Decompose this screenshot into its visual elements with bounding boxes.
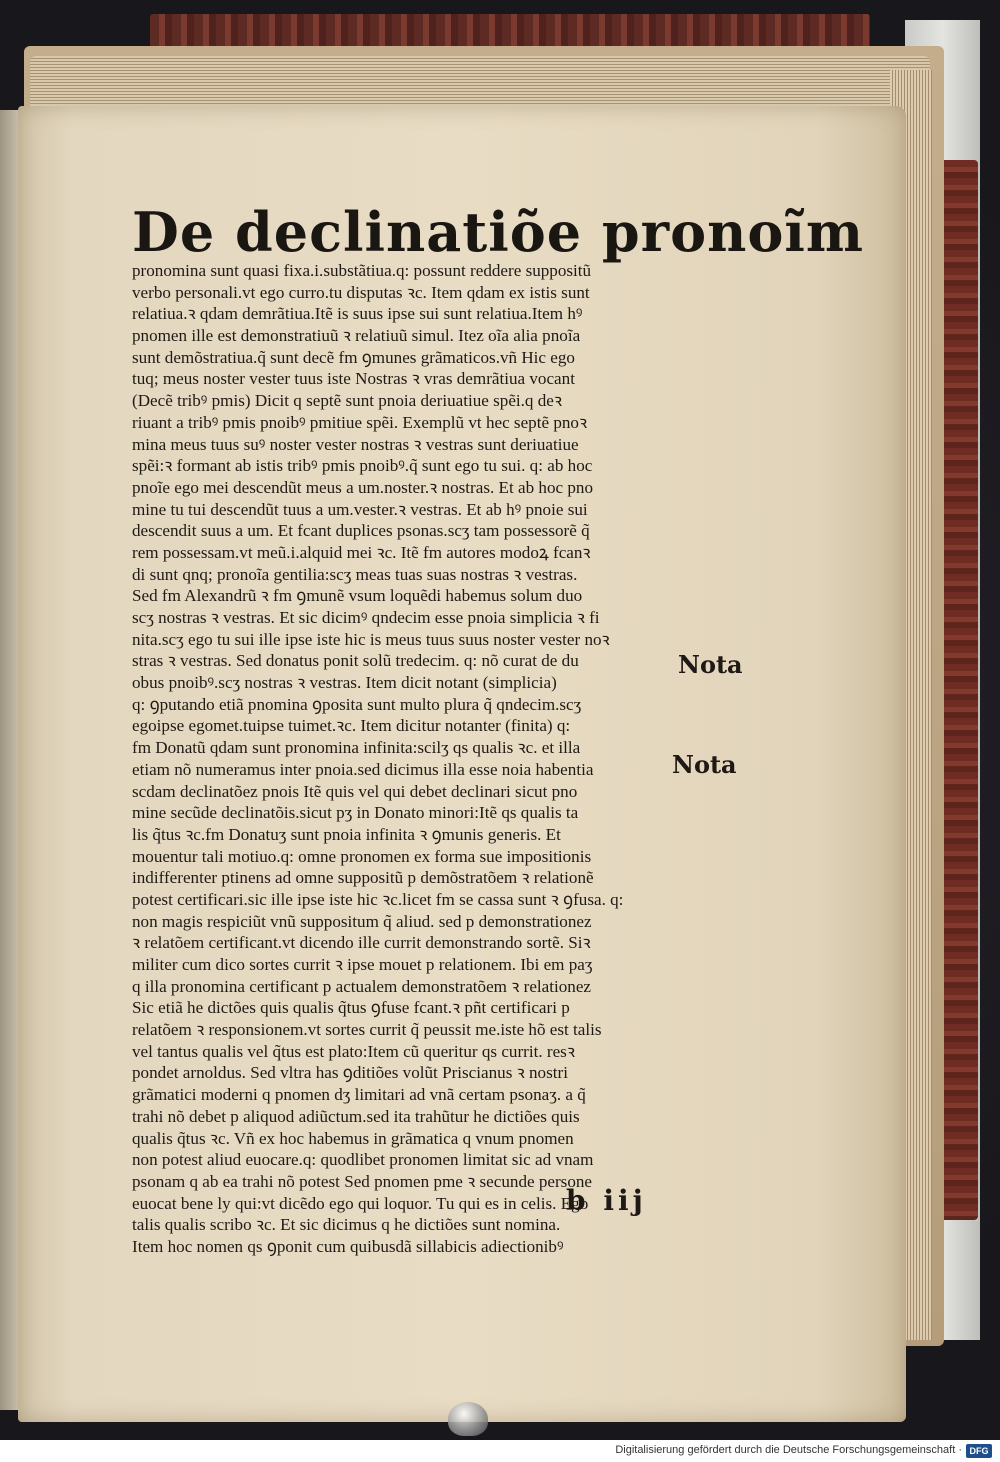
chapter-heading: De declinatiõe pronoĩm	[132, 200, 865, 264]
text-line: pnomen ille est demonstratiuũ ꝛ relatiuũ simul. Itez oĩa alia pnoĩa	[132, 326, 581, 346]
text-line: sunt demõstratiua.q̃ sunt decẽ fm ꝯmunes grãmaticos.vñ Hic ego	[132, 347, 575, 367]
text-line: fm Donatũ qdam sunt pronomina infinita:scilʒ qs qualis ꝛc. et illa	[132, 738, 581, 758]
text-line: mine tu tui descendũt tuus a um.vester.ꝛ vestras. Et ab hꝰ pnoie sui	[132, 499, 588, 519]
text-line: mina meus tuus suꝰ noster vester nostras ꝛ vestras sunt deriuatiue	[132, 434, 579, 454]
text-line: spẽi:ꝛ formant ab istis tribꝰ pmis pnoibꝰ.q̃ sunt ego tu sui. q: ab hoc	[132, 456, 593, 476]
body-text	[132, 260, 662, 1258]
page-clip	[448, 1402, 488, 1436]
footer-bar	[0, 1440, 1000, 1462]
text-line: q: ꝯputando etiã pnomina ꝯposita sunt multo plura q̃ qndecim.scʒ	[132, 694, 582, 714]
text-line: tuq; meus noster vester tuus iste Nostras ꝛ vras demrãtiua vocant	[132, 369, 575, 389]
text-line: euocat bene ly qui:vt dicẽdo ego qui loquor. Tu qui es in celis. Ego	[132, 1193, 589, 1213]
text-line: descendit suus a um. Et fcant duplices psonas.scʒ tam possessorẽ q̃	[132, 521, 590, 541]
text-line: psonam q ab ea trahi nõ potest Sed pnomen pme ꝛ secunde persone	[132, 1171, 593, 1191]
text-line: Sic etiã he dictões quis qualis q̃tus ꝯfuse fcant.ꝛ pñt certificari p	[132, 998, 570, 1018]
text-line: grãmatici moderni q pnomen dʒ limitari ad vnã certam psonaʒ. a q̃	[132, 1085, 586, 1105]
text-line: qualis q̃tus ꝛc. Vñ ex hoc habemus in grãmatica q vnum pnomen	[132, 1128, 574, 1148]
text-line: stras ꝛ vestras. Sed donatus ponit solũ tredecim. q: nõ curat de du	[132, 651, 579, 671]
text-line: Item hoc nomen qs ꝯponit cum quibusdã sillabicis adiectionibꝰ	[132, 1236, 564, 1256]
text-line: pnoĩe ego mei descendũt meus a um.noster.ꝛ nostras. Et ab hoc pno	[132, 477, 593, 497]
text-line: potest certificari.sic ille ipse iste hic ꝛc.licet fm se cassa sunt ꝛ ꝯfusa. q:	[132, 889, 624, 909]
margin-note: Nota	[678, 650, 743, 679]
text-line: indifferenter ptinens ad omne suppositũ p demõstratõem ꝛ relationẽ	[132, 868, 594, 888]
text-line: mouentur tali motiuo.q: omne pronomen ex forma sue impositionis	[132, 846, 592, 866]
text-line: riuant a tribꝰ pmis pnoibꝰ pmitiue spẽi. Exemplũ vt hec septẽ pnoꝛ	[132, 412, 588, 432]
text-line: pondet arnoldus. Sed vltra has ꝯditiões volũt Priscianus ꝛ nostri	[132, 1063, 568, 1083]
text-line: relatõem ꝛ responsionem.vt sortes currit q̃ peussit me.iste hõ est talis	[132, 1020, 602, 1040]
footer-credit: Digitalisierung gefördert durch die Deutsche Forschungsgemeinschaft ·	[615, 1444, 962, 1456]
text-line: nita.scʒ ego tu sui ille ipse iste hic is meus tuus suus noster vester noꝛ	[132, 629, 610, 649]
text-line: (Decẽ tribꝰ pmis) Dicit q septẽ sunt pnoia deriuatiue spẽi.q deꝛ	[132, 391, 562, 411]
text-line: non potest aliud euocare.q: quodlibet pronomen limitat sic ad vnam	[132, 1150, 594, 1170]
margin-note: Nota	[672, 750, 737, 779]
text-line: di sunt qnq; pronoĩa gentilia:scʒ meas tuas suas nostras ꝛ vestras.	[132, 564, 578, 584]
text-line: trahi nõ debet p aliquod adiũctum.sed ita trahũtur he dictiões quis	[132, 1106, 580, 1126]
text-line: Sed fm Alexandrũ ꝛ fm ꝯmunẽ vsum loquẽdi habemus solum duo	[132, 586, 583, 606]
text-line: militer cum dico sortes currit ꝛ ipse mouet p relationem. Ibi em paʒ	[132, 955, 593, 974]
text-line: non magis respiciũt vnũ suppositum q̃ aliud. sed p demonstrationez	[132, 911, 592, 931]
text-line: talis qualis scribo ꝛc. Et sic dicimus q he dictiões sunt nomina.	[132, 1215, 561, 1235]
leather-cover-top	[150, 14, 870, 48]
signature-mark: b iij	[566, 1184, 647, 1217]
text-line: scdam declinatõez pnois Itẽ quis vel qui debet declinari sicut pno	[132, 781, 578, 801]
text-line: rem possessam.vt meũ.i.alquid mei ꝛc. Itẽ fm autores modoꝝ fcanꝛ	[132, 542, 591, 562]
text-line: obus pnoibꝰ.scʒ nostras ꝛ vestras. Item dicit notant (simplicia)	[132, 673, 557, 693]
text-line: ꝛ relatõem certificant.vt dicendo ille currit demonstrando sortẽ. Siꝛ	[132, 933, 591, 953]
text-line: scʒ nostras ꝛ vestras. Et sic dicimꝰ qndecim esse pnoia simplicia ꝛ fi	[132, 608, 600, 627]
text-line: pronomina sunt quasi fixa.i.substãtiua.q: possunt reddere suppositũ	[132, 261, 592, 280]
text-line: lis q̃tus ꝛc.fm Donatuʒ sunt pnoia infinita ꝛ ꝯmunis generis. Et	[132, 824, 561, 844]
text-line: mine secũde declinatõis.sicut pʒ in Donato minori:Itẽ qs qualis ta	[132, 803, 579, 823]
text-line: relatiua.ꝛ qdam demrãtiua.Itẽ is suus ipse sui sunt relatiua.Item hꝰ	[132, 304, 583, 324]
text-line: verbo personali.vt ego curro.tu disputas ꝛc. Item qdam ex istis sunt	[132, 282, 590, 302]
dfg-logo: DFG	[966, 1444, 992, 1458]
text-line: etiam nõ numeramus inter pnoia.sed dicimus illa esse noia habentia	[132, 759, 594, 779]
text-line: egoipse egomet.tuipse tuimet.ꝛc. Item dicitur notanter (finita) q:	[132, 716, 571, 736]
text-line: q illa pronomina certificant p actualem demonstratõem ꝛ relationez	[132, 976, 592, 996]
text-line: vel tantus qualis vel q̃tus est plato:Item cũ queritur qs currit. resꝛ	[132, 1041, 575, 1061]
